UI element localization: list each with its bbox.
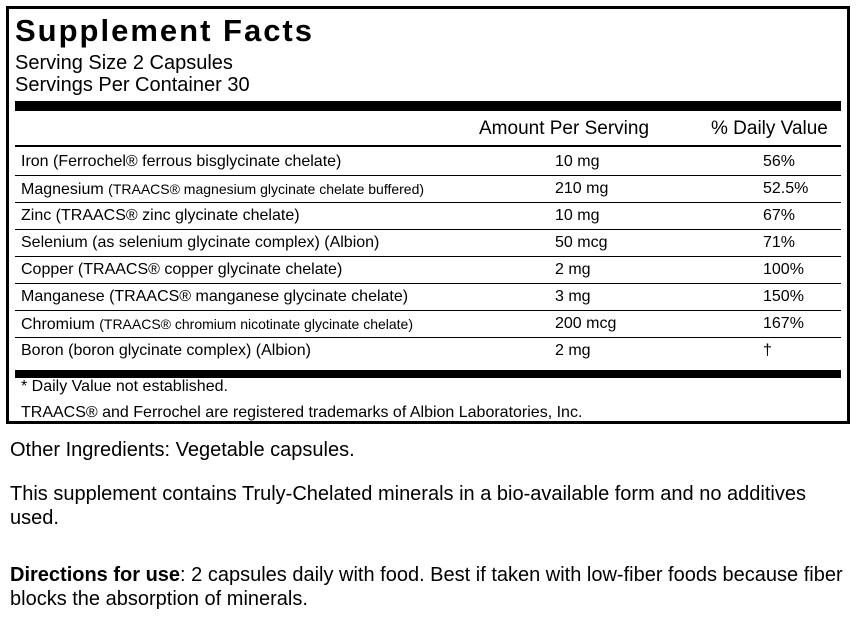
top-thick-rule	[15, 101, 841, 111]
panel-title: Supplement Facts	[15, 13, 314, 48]
nutrient-amount: 3 mg	[555, 288, 591, 305]
nutrient-row	[15, 149, 841, 176]
nutrient-daily-value: 52.5%	[763, 180, 809, 197]
nutrient-name	[21, 179, 424, 200]
nutrient-name	[21, 233, 379, 253]
nutrient-row	[15, 284, 841, 311]
daily-value-header: % Daily Value	[711, 118, 828, 139]
nutrient-daily-value: 150%	[763, 288, 804, 305]
directions-text: : 2 capsules daily with food. Best if taken with low-fiber foods because fiber blocks the absorption of minerals.	[10, 564, 843, 610]
nutrient-row	[15, 203, 841, 230]
nutrient-amount: 10 mg	[555, 207, 600, 224]
nutrient-daily-value: 56%	[763, 153, 796, 170]
nutrient-daily-value: 67%	[763, 207, 796, 224]
nutrient-daily-value: 100%	[763, 261, 804, 278]
nutrient-name-main: Chromium	[21, 316, 100, 333]
nutrient-row	[15, 176, 841, 203]
directions-label: Directions for use	[10, 564, 181, 586]
nutrient-amount: 50 mcg	[555, 234, 608, 251]
nutrient-name	[21, 152, 341, 172]
nutrient-daily-value: 71%	[763, 234, 796, 251]
nutrient-daily-value: 167%	[763, 315, 804, 332]
nutrient-name	[21, 314, 413, 335]
nutrient-name	[21, 206, 300, 226]
nutrient-amount: 200 mcg	[555, 315, 617, 332]
servings-per-container: Servings Per Container 30	[15, 74, 250, 96]
nutrient-name	[21, 341, 311, 361]
nutrient-row	[15, 230, 841, 257]
nutrient-name-detail: (TRAACS® chromium nicotinate glycinate chelate)	[99, 316, 414, 332]
nutrient-name-main: Manganese (TRAACS® manganese glycinate chelate)	[21, 288, 409, 305]
supplement-facts-panel	[6, 6, 850, 424]
nutrient-amount: 10 mg	[555, 153, 600, 170]
nutrient-name	[21, 287, 408, 307]
nutrient-name-main: Magnesium	[21, 181, 109, 198]
other-ingredients: Other Ingredients: Vegetable capsules.	[10, 439, 355, 461]
footnote-daily-value: * Daily Value not established.	[21, 378, 228, 395]
nutrient-name-main: Iron (Ferrochel® ferrous bisglycinate chelate)	[21, 153, 342, 170]
nutrient-row	[15, 311, 841, 338]
directions-for-use	[10, 563, 850, 611]
chelated-statement: This supplement contains Truly-Chelated minerals in a bio-available form and no additives used.	[10, 483, 806, 529]
nutrient-amount: 2 mg	[555, 342, 591, 359]
nutrient-name	[21, 260, 342, 280]
nutrient-name-detail: (TRAACS® magnesium glycinate chelate buffered)	[108, 181, 425, 197]
amount-per-serving-header: Amount Per Serving	[479, 118, 650, 139]
footnote-trademarks: TRAACS® and Ferrochel are registered trademarks of Albion Laboratories, Inc.	[21, 404, 583, 421]
nutrient-name-main: Zinc (TRAACS® zinc glycinate chelate)	[21, 207, 300, 224]
nutrient-name-main: Selenium (as selenium glycinate complex) (Albion)	[21, 234, 380, 251]
nutrient-amount: 2 mg	[555, 261, 591, 278]
nutrient-row	[15, 338, 841, 365]
nutrient-daily-value: †	[763, 342, 772, 359]
nutrient-row	[15, 257, 841, 284]
serving-size: Serving Size 2 Capsules	[15, 52, 233, 74]
nutrient-name-main: Boron (boron glycinate complex) (Albion)	[21, 342, 311, 359]
header-rule	[15, 145, 841, 147]
nutrient-amount: 210 mg	[555, 180, 609, 197]
nutrient-name-main: Copper (TRAACS® copper glycinate chelate)	[21, 261, 343, 278]
